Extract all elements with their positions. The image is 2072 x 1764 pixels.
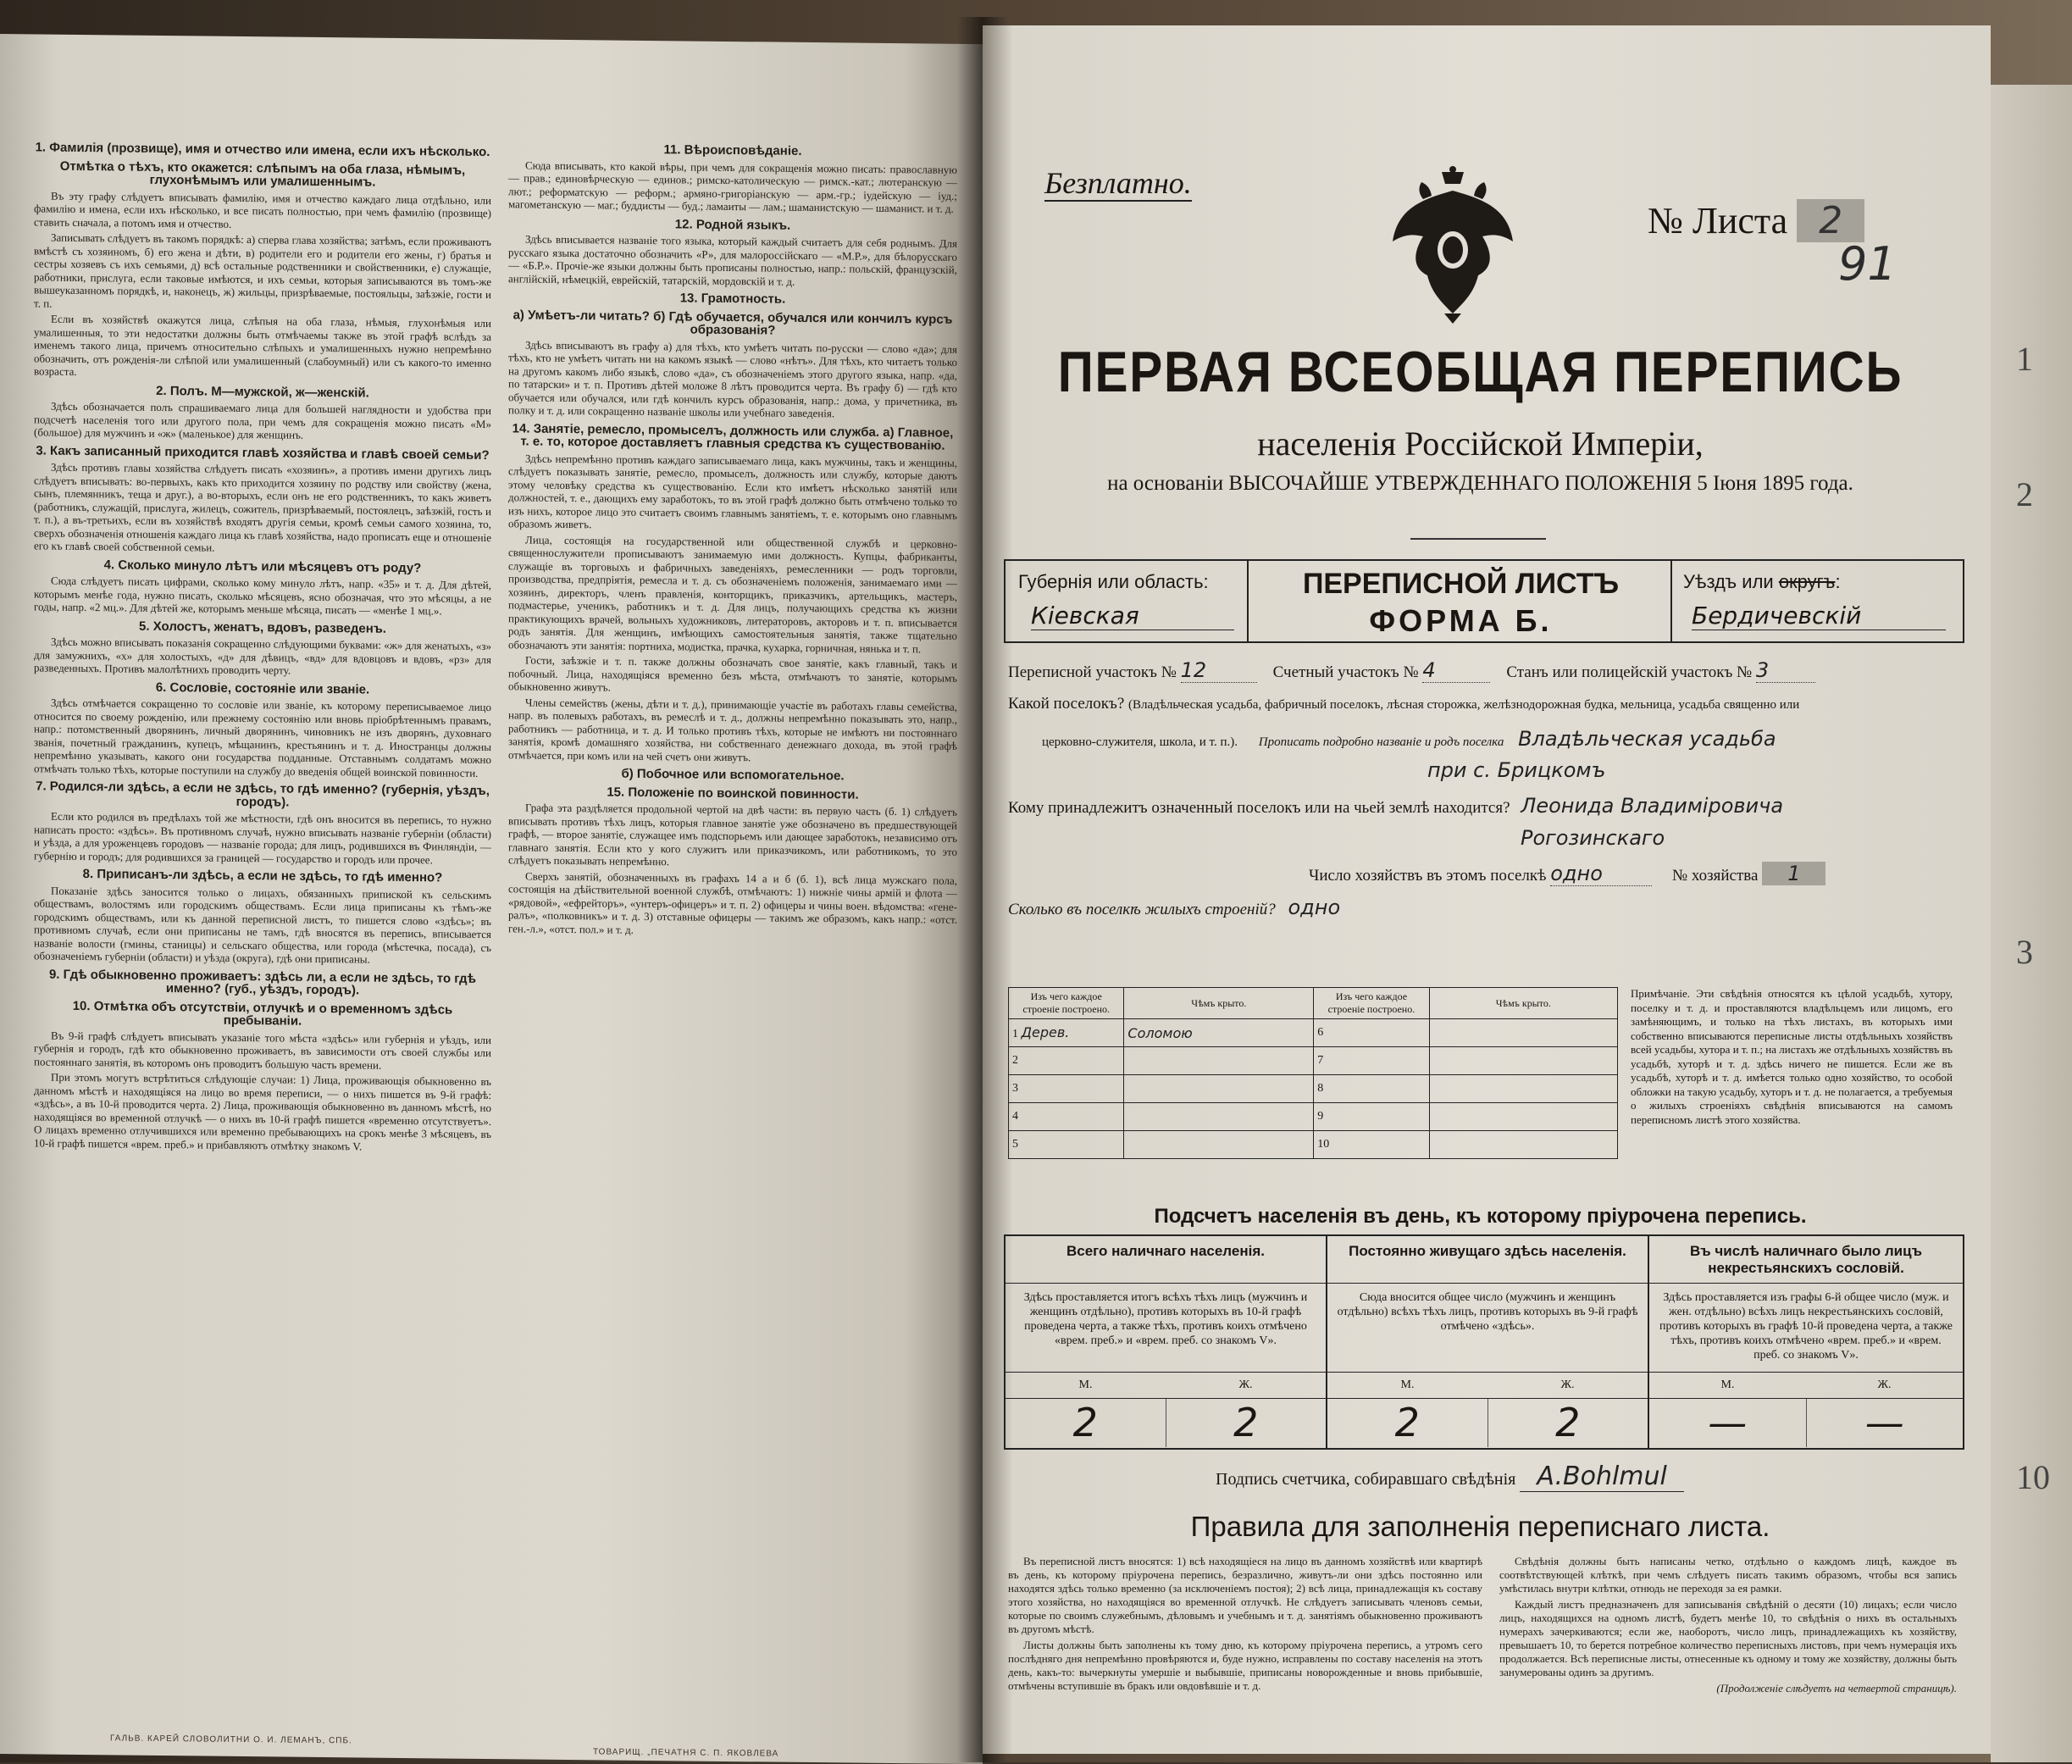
section-heading: 14. Занятіе, ремесло, промыселъ, должность или служба. а) Главное, т. е. то, которое доставляетъ главныя средства къ существованію. xyxy=(512,420,954,453)
owner-value-2: Рогозинскаго xyxy=(1521,826,1665,850)
instruction-paragraph: Здѣсь непремѣнно противъ каждаго записываемаго лица, какъ мужчины, такъ и женщины, слѣдуетъ показывать занятіе, ремесло, промыселъ, должность или службу, которые даютъ этому человѣку средства къ существованію. Если кто имѣетъ нѣсколько занятій или должностей, т. е., дающихъ ему заработокъ, то въ этой графѣ должно быть отмѣчено только то изъ нихъ, которое лицо это считаетъ своимъ главнымъ занятіемъ, т. е. которымъ оно главнымъ образомъ живетъ. xyxy=(508,451,957,531)
counting-district-value: 4 xyxy=(1422,658,1490,683)
count-column-permanent: Постоянно живущаго здѣсь населенія. Сюда вносится общее число (мужчинъ и женщинъ отдѣльно) всѣхъ тѣхъ лицъ, противъ которыхъ въ 9-й графѣ отмѣчено «здѣсь». М. Ж. 2 2 xyxy=(1327,1236,1649,1448)
divider xyxy=(1247,561,1249,641)
owner-row: Кому принадлежитъ означенный поселокъ или на чьей землѣ находится? Леонида Владиміровича xyxy=(1008,794,1784,818)
table-row: 4 9 xyxy=(1009,1103,1618,1131)
owner-value: Леонида Владиміровича xyxy=(1521,794,1784,818)
form-basis: на основаніи ВЫСОЧАЙШЕ УТВЕРЖДЕННАГО ПОЛОЖЕНІЯ 5 Іюня 1895 года. xyxy=(1107,472,1853,495)
permanent-male-count: 2 xyxy=(1327,1399,1488,1447)
buildings-row: Сколько въ поселкѣ жилыхъ строеній? одно xyxy=(1008,896,1341,919)
section-heading: 15. Положеніе по воинской повинности. xyxy=(607,785,859,802)
table-row: 5 10 xyxy=(1009,1131,1618,1159)
section-heading: 13. Грамотность. xyxy=(679,291,786,307)
free-label: Безплатно. xyxy=(1044,166,1192,200)
buildings-value: одно xyxy=(1288,896,1341,919)
non-peasant-male-count: — xyxy=(1649,1399,1807,1447)
enumerator-signature-row: Подпись счетчика, собиравшаго свѣдѣнія A.Bohlmul xyxy=(1216,1462,1684,1491)
settlement-value: Владѣльческая усадьба xyxy=(1518,727,1776,751)
table-row: 3 8 xyxy=(1009,1075,1618,1103)
section-heading: 2. Полъ. М—мужской, ж—женскій. xyxy=(156,383,369,401)
non-peasant-female-count: — xyxy=(1864,1400,1904,1445)
page-mark: 1 xyxy=(2016,340,2033,378)
settlement-row: Какой поселокъ? (Владѣльческая усадьба, фабричный поселокъ, лѣсная сторожка, желѣзнодорожная будка, мельница, усадьба священно или xyxy=(1008,695,1800,713)
section-heading: Отмѣтка о тѣхъ, кто окажется: слѣпымъ на оба глаза, нѣмымъ, глухонѣмымъ или умалишеннымъ. xyxy=(59,158,466,190)
uezd-label: Уѣздъ или округъ: xyxy=(1683,571,1841,592)
instruction-paragraph: Въ эту графу слѣдуетъ вписывать фамилію, имя и отчество каждаго лица отдѣльно, или фамилію и имена, если ихъ нѣсколько, и все писать полностью, при чемъ фамилію (прозвище) ставить сначала, а потомъ имя и отчество. xyxy=(34,189,491,230)
page-mark: 3 xyxy=(2016,933,2033,971)
instruction-paragraph: Здѣсь противъ главы хозяйства слѣдуетъ писать «хозяинъ», а противъ имени другихъ лицъ слѣдуетъ вписывать: во-первыхъ, какъ кто приходится хозяину по родству или свойству (жена, сынъ, племянникъ, теща и друг.), а во-вторыхъ, если онъ не его родственникъ, то какъ живетъ (работникъ, служащій, прислуга, жилецъ, сожитель, призрѣваемый, постоялецъ, заѣзжій, гость и т. п.), а въ-третьихъ, если въ хозяйствѣ входятъ другія семьи, кромѣ семьи самого хозяина, то, сверхъ обозначенія отношенія каждаго лица къ главѣ хозяйства, надо прописать еще и отношеніе его къ главѣ своей собственной семьи. xyxy=(34,460,491,554)
section-heading: 9. Гдѣ обыкновенно проживаетъ: здѣсь ли, а если не здѣсь, то гдѣ именно? (губ., уѣздъ, городъ). xyxy=(48,967,477,998)
present-female-count: 2 xyxy=(1233,1400,1259,1445)
census-sheet-heading: ПЕРЕПИСНОЙ ЛИСТЪ xyxy=(1302,568,1620,600)
census-form xyxy=(987,80,1974,1724)
section-heading: 3. Какъ записанный приходится главѣ хозяйства и главѣ своей семьи? xyxy=(36,442,490,463)
district-row: Переписной участокъ № 12 Счетный участокъ № 4 Станъ или полицейскій участокъ № 3 xyxy=(1008,658,1815,683)
section-heading: а) Умѣетъ-ли читать? б) Гдѣ обучается, обучался или кончилъ курсъ образованія? xyxy=(512,307,953,338)
population-count-title: Подсчетъ населенія въ день, къ которому пріурочена перепись. xyxy=(1154,1205,1807,1228)
table-header: Изъ чего каждое строеніе построено. xyxy=(1314,988,1429,1019)
left-page xyxy=(0,34,983,1764)
instruction-paragraph: Сверхъ занятій, обозначенныхъ въ графахъ 14 а и б (б. 1), всѣ лица мужскаго пола, состоящія на дѣйствительной военной службѣ, отмѣчаютъ: 1) нижніе чины армій и флота — «рядовой», «ефрейторъ», «унтеръ-офицеръ» и т. п. 2) офицеры и чины воен. вѣдомства: «гене-ралъ», «полковникъ» и т. д. 3) отставные офицеры — такимъ же образомъ, какъ напр.: «отст. ген.-л.», «отст. пол.» и т. д. xyxy=(508,868,957,936)
buildings-note: Примѣчаніе. Эти свѣдѣнія относятся къ цѣлой усадьбѣ, хутору, поселку и т. д. и проставляются владѣльцемъ или лицомъ, его замѣняющимъ, и только на тѣхъ листахъ, въ которыхъ ими собственно вписываются переписные листы отдѣльныхъ хозяйствъ всей усадьбы, хутора и т. п.; на листахъ же отдѣльныхъ хозяйствъ въ усадьбѣ, хуторѣ и т. д. здѣсь ничего не пишется. Если же въ усадьбѣ, хуторѣ и т. д. имѣется только одно хозяйство, то особой обложки на такую усадьбу, хуторъ и т. д. не полагается, а требуемыя о жилыхъ строеніяхъ свѣдѣнія вписываются на самомъ переписномъ листѣ этого хозяйства. xyxy=(1631,987,1953,1126)
instruction-paragraph: Здѣсь вписывается названіе того языка, который каждый считаетъ для себя роднымъ. Для русскаго языка достаточно обозначить «Р», для малороссійскаго — «М.Р.», для бѣлорусскаго — «Б.Р.». Прочіе-же языки должны быть прописаны полностью, напр.: польскій, французскій, англійскій, нѣмецкій, еврейскій, татарскій, мордовскій и т. д. xyxy=(508,232,957,288)
instruction-paragraph: Въ 9-й графѣ слѣдуетъ вписывать указаніе того мѣста «здѣсь» или губернія и уѣздъ, или губернія и городъ, гдѣ кто обыкновенно проживаетъ, въ зависимости отъ своей службы или постояннаго занятія, въ которомъ онъ проводитъ большую часть времени. xyxy=(34,1029,491,1072)
section-heading: 6. Сословіе, состояніе или званіе. xyxy=(155,680,370,697)
section-heading: б) Побочное или вспомогательное. xyxy=(621,766,845,784)
rules-title: Правила для заполненія переписнаго листа. xyxy=(1190,1511,1770,1542)
instruction-paragraph: При этомъ могутъ встрѣтиться слѣдующіе случаи: 1) Лица, проживающія обыкновенно въ данномъ мѣстѣ и находящіяся на лицо во время переписи, — о нихъ пишется въ 9-й графѣ: «здѣсь», а въ 10-й проводится черта. 2) Лица, проживающія обыкновенно въ данномъ мѣстѣ, но находящіяся во временной отлучкѣ — о нихъ въ 10-й графѣ пишется «временно отсутствуетъ». О лицахъ временно отлучившихся или временно пребывающихъ на срокъ менѣе 3 мѣсяцевъ, въ 10-й графѣ пишется «врем. преб.» и прибавляютъ отмѣтку знакомъ V. xyxy=(34,1070,491,1152)
instruction-paragraph: Здѣсь можно вписывать показанія сокращенно слѣдующими буквами: «ж» для женатыхъ, «з» для замужнихъ, «х» для холостыхъ, «д» для дѣвицъ, «вд» для вдовцовъ и вдовъ, «рз» для разведенныхъ. Противъ малолѣтнихъ проводить черту. xyxy=(34,635,491,677)
instruction-paragraph: Если кто родился въ предѣлахъ той же мѣстности, гдѣ онъ вносится въ перепись, то нужно написать просто: «здѣсь». Въ противномъ случаѣ, нужно вписывать названіе губерніи (области) и уѣзда, а для уроженцевъ городовъ — названіе города; для лицъ, родившихся въ Финляндіи, — губернію и городъ; для родившихся за границей — государство и городъ или прочее. xyxy=(34,809,491,866)
permanent-female-count: 2 xyxy=(1555,1400,1581,1445)
table-header: Чѣмъ крыто. xyxy=(1429,988,1617,1019)
rules-column-right: Свѣдѣнія должны быть написаны четко, отдѣльно о каждомъ лицѣ, каждое въ соотвѣтствующей клѣткѣ, при чемъ слѣдуетъ писать такимъ образомъ, чтобы вся запись умѣстилась внутри клѣтки, отнюдь не переходя за ея рамки. Каждый листъ предназначенъ для записыванія свѣдѣній о десяти (10) лицахъ; если число лицъ, находящихся на одномъ листѣ, будетъ менѣе 10, то свѣдѣнія о нихъ въ остальныхъ нумерахъ зачеркиваются; если же, наоборотъ, число лицъ, принадлежащихъ къ хозяйству, превышаетъ 10, то берется потребное количество переписныхъ листовъ, при чемъ нумерація ихъ продолжается. Всѣ переписные листы, отнесенные къ одному и тому же хозяйству, должны быть занумерованы одинъ за другимъ. (Продолженіе слѣдуетъ на четвертой страницѣ). xyxy=(1499,1555,1957,1695)
printer-imprint-left: ГАЛЬВ. КАРЕЙ СЛОВОЛИТНИ О. И. ЛЕМАНЪ, СПБ. xyxy=(110,1733,352,1746)
section-heading: 7. Родился-ли здѣсь, а если не здѣсь, то гдѣ именно? (губернія, уѣздъ, городъ). xyxy=(36,779,490,810)
instruction-paragraph: Записывать слѣдуетъ въ такомъ порядкѣ: a) сперва глава хозяйства; затѣмъ, если проживаютъ вмѣстѣ съ хозяиномъ, б) его жена и дѣти, в) родители его и родители его жены, г) братья и сестры хозяевъ съ ихъ семьями, д) всѣ остальные родственники и свойственники, е) служащіе, работники, прислуга, если таковые имѣются, и ихъ семьи, которыя записываются въ томъ-же вышеуказанномъ порядкѣ, и, наконецъ, ж) жильцы, призрѣваемые, постояльцы, заѣзжіе, гости и т. п. xyxy=(34,230,491,310)
section-heading: 5. Холостъ, женатъ, вдовъ, разведенъ. xyxy=(139,619,386,636)
handwritten-archive-number: 91 xyxy=(1838,237,1897,291)
instruction-paragraph: Здѣсь отмѣчается сокращенно то сословіе или званіе, къ которому переписываемое лицо относится по своему рожденію, или прежнему состоянію или вновь пріобрѣтеннымъ правамъ, напр.: потомственный дворянинъ, личный дворянинъ, чиновникъ не изъ дворянъ, духовнаго званія, почетный гражданинъ, купецъ, мѣщанинъ, крестьянинъ и т. д. Иностранцы должны непремѣнно указывать, какого они государства подданные. Отставнымъ солдатамъ можно отмѣчать только тѣхъ, которые поступили на службу до введенія общей воинской повинности. xyxy=(34,696,491,779)
instruction-paragraph: Если въ хозяйствѣ окажутся лица, слѣпыя на оба глаза, нѣмыя, глухонѣмыя или умалишенныя, то эти недостатки должны быть отмѣчаемы также въ этой графѣ вслѣдъ за именемъ такого лица, причемъ относительно слѣпыхъ и умалишенныхъ нужно непремѣнно обозначить, отъ рожденія-ли слѣпой или умалишенный (слабоумный) или съ какого-то именно возраста. xyxy=(34,312,491,378)
instruction-paragraph: Гости, заѣзжіе и т. п. также должны обозначать свое занятіе, какъ главный, такъ и побочный. Лица, находящіяся временно безъ мѣста, отмѣчаютъ то занятіе, которымъ обыкновенно живутъ. xyxy=(508,653,957,694)
police-district-value: 3 xyxy=(1756,658,1815,683)
buildings-table xyxy=(1008,987,1618,1159)
census-district-value: 12 xyxy=(1181,658,1257,683)
left-column-2 xyxy=(508,136,957,1734)
divider xyxy=(1670,561,1672,641)
section-heading: 11. Вѣроисповѣданіе. xyxy=(663,142,802,158)
page-mark: 2 xyxy=(2016,475,2033,513)
population-count-table xyxy=(1004,1234,1964,1450)
table-header: Изъ чего каждое строеніе построено. xyxy=(1009,988,1124,1019)
gubernia-value: Кіевская xyxy=(1031,602,1234,630)
section-heading: 10. Отмѣтка объ отсутствіи, отлучкѣ и о временномъ здѣсь пребываніи. xyxy=(72,998,453,1029)
settlement-row-2: церковно-служителя, школа, и т. п.). Прописать подробно названіе и родъ поселка Владѣльческая усадьба xyxy=(1042,727,1776,751)
rules-column-left: Въ переписной листъ вносятся: 1) всѣ находящіеся на лицо въ данномъ хозяйствѣ или квартирѣ въ день, къ которому пріурочена перепись, безразлично, живутъ-ли они здѣсь постоянно или находятся здѣсь только временно (за исключеніемъ постоя); 2) всѣ лица, принадлежащія къ составу этого хозяйства, но находящіяся во временной отлучкѣ. Не слѣдуетъ записывать членовъ семьи, которые по своимъ служебнымъ, дѣловымъ и учебнымъ и т. д. занятіямъ обыкновенно проживаютъ въ другомъ мѣстѣ. Листы должны быть заполнены къ тому дню, къ которому пріурочена перепись, а утромъ сего послѣдняго дня непремѣнно провѣряются и, буде нужно, исправлены по составу населенія на этотъ день, какъ-то: вычеркнуты умершіе и выбывшіе, приписаны новорожденные и вновь прибывшіе, отмѣчены вступившіе въ бракъ или овдовѣвшіе и т. д. xyxy=(1008,1555,1482,1692)
divider xyxy=(1410,538,1546,540)
page-mark: 10 xyxy=(2016,1458,2050,1496)
instruction-paragraph: Сюда вписывать, кто какой вѣры, при чемъ для сокращенія можно писать: православную — прав.; единовѣрческую — единов.; римско-католическую — римск.-кат.; лютеранскую — лют.; реформатскую — реформ.; армяно-григоріанскую — арм.-гр.; іудейскую — іуд.; магометанскую — маг.; буддисты — буд.; ламаиты — лам.; шаманистскую — шаманист. и т. д. xyxy=(508,158,957,215)
instruction-paragraph: Графа эта раздѣляется продольной чертой на двѣ части: въ первую часть (б. 1) слѣдуетъ вписывать противъ тѣхъ лицъ, которыя главное занятіе уже обозначено въ предшествующей графѣ, — второе занятіе, служащее имъ подспорьемъ или дающее заработокъ, независимо отъ главнаго занятія. Если кто у кого служитъ или приказчикомъ, или работникомъ, то это слѣдуетъ показывать непремѣнно. xyxy=(508,801,957,868)
instruction-paragraph: Здѣсь вписываютъ въ графу а) для тѣхъ, кто умѣетъ читать по-русски — слово «да»; для тѣхъ, кто не умѣетъ читать ни на какомъ языкѣ — слово «нѣтъ». Для тѣхъ, кто читаетъ только на другомъ какомъ либо языкѣ, слово «да», съ обозначеніемъ этого другого языка, напр. «да, по татарски» и т. п. Противъ дѣтей моложе 8 лѣтъ проводится черта. Въ графу б) — гдѣ кто обучается или обучался, или гдѣ кончилъ курсъ образованія, напр.: дома, у причетника, въ полку и т. д. или сокращенно названіе школы или учебнаго заведенія. xyxy=(508,337,957,420)
instruction-paragraph: Показаніе здѣсь заносится только о лицахъ, обязанныхъ припиской къ сельскимъ обществамъ, волостямъ или городскимъ обществамъ. Если лица приписаны къ тѣмъ-же городскимъ обществамъ, или къ данной переписной листъ, то пишется слово «здѣсь»; въ противномъ случаѣ, если они приписаны не тамъ, гдѣ вносятся въ перепись, вписывается названіе волости (гмины, станицы) и сельскаго общества, или города (мѣстечка, посада), съ обозначеніемъ губерніи (области) и уѣзда (округа), гдѣ они приписаны. xyxy=(34,884,491,966)
enumerator-signature: A.Bohlmul xyxy=(1520,1462,1683,1492)
instruction-paragraph: Здѣсь обозначается полъ спрашиваемаго лица для большей наглядности и удобства при подсчетѣ населенія того или другого пола, при чемъ для сокращенія можно писать «М» (большое) для мужчинъ и «ж» (маленькое) для женщинъ. xyxy=(34,399,491,441)
section-heading: 1. Фамилія (прозвище), имя и отчество или имена, если ихъ нѣсколько. xyxy=(35,140,490,160)
count-column-present: Всего наличнаго населенія. Здѣсь проставляется итогъ всѣхъ тѣхъ лицъ (мужчинъ и женщинъ отдѣльно), противъ которыхъ въ 10-й графѣ проведена черта, а также тѣхъ, противъ коихъ отмѣчено «врем. преб.» и «врем. преб. со знакомъ V». М. Ж. 2 2 xyxy=(1006,1236,1327,1448)
next-page-edge xyxy=(1991,85,2072,1762)
households-value: одно xyxy=(1550,862,1652,886)
section-heading: 8. Приписанъ-ли здѣсь, а если не здѣсь, то гдѣ именно? xyxy=(82,867,443,885)
form-b-heading: ФОРМА Б. xyxy=(1369,603,1553,638)
instruction-paragraph: Лица, состоящія на государственной или общественной службѣ и церковно-священнослужители прописываютъ занимаемую ими должность. Купцы, фабриканты, служащіе въ торговыхъ и фабричныхъ заведеніяхъ, ремесленники — родъ торговли, производства, предпріятія, ремесла и т. д. съ обозначеніемъ положенія, занимаемаго ими — хозяинъ, директоръ, членъ правленія, конторщикъ, приказчикъ, артельщикъ, мастеръ, подмастерье, ученикъ, работникъ и т. д. Для лицъ, получающихъ средства къ жизни практикующихъ врачей, вольныхъ художниковъ, литераторовъ, акторовъ и т. п. вписывается родъ занятія. Для женщинъ, имѣющихъ самостоятельныя занятія, также тщательно обозначаютъ эти занятія: портниха, модистка, прачка, кухарка, горничная, нянька и т. п. xyxy=(508,532,957,655)
settlement-row-3 xyxy=(1427,758,1605,782)
count-column-non-peasant: Въ числѣ наличнаго было лицъ некрестьянскихъ сословій. Здѣсь проставляется изъ графы 6-й общее число (муж. и жен. отдѣльно) всѣхъ лицъ некрестьянскихъ сословій, противъ которыхъ въ графѣ 10-й проведена черта, а также тѣхъ, противъ коихъ отмѣчено «врем. преб.» и «врем. преб. со знакомъ V». М. Ж. — — xyxy=(1649,1236,1963,1448)
printer-imprint-right: ТОВАРИЩ. „ПЕЧАТНЯ С. П. ЯКОВЛЕВА xyxy=(593,1747,779,1759)
section-heading: 12. Родной языкъ. xyxy=(674,216,791,233)
double-headed-eagle-emblem xyxy=(1389,165,1516,326)
header-box xyxy=(1004,559,1964,643)
sheet-number: № Листа 2 xyxy=(1648,199,1864,242)
sheet-number-value: 2 xyxy=(1797,199,1864,242)
households-row: Число хозяйствъ въ этомъ поселкѣ одно № хозяйства 1 xyxy=(1309,862,1825,886)
form-title: ПЕРВАЯ ВСЕОБЩАЯ ПЕРЕПИСЬ xyxy=(1057,340,1903,404)
table-row: 1 Дерев. Соломою 6 xyxy=(1009,1019,1618,1047)
form-subtitle: населенія Россійской Имперіи, xyxy=(1257,424,1704,463)
owner-row-2 xyxy=(1521,826,1665,850)
table-header: Чѣмъ крыто. xyxy=(1124,988,1314,1019)
present-male-count: 2 xyxy=(1006,1399,1166,1447)
instruction-paragraph: Члены семействъ (жены, дѣти и т. д.), принимающіе участіе въ работахъ главы семейства, напр. въ полевыхъ работахъ, въ ремеслѣ и т. д., должны непремѣнно показывать это, напр., работникъ — работница, и т. д. И только противъ тѣхъ, которые не имѣютъ ни постояннаго занятія, кромѣ домашняго хозяйства, ни собственнаго денежнаго дохода, въ этой графѣ отмѣчается, при комъ или на чей счетъ они живутъ. xyxy=(508,695,957,763)
settlement-value-2: при с. Брицкомъ xyxy=(1427,758,1606,782)
table-row: 2 7 xyxy=(1009,1047,1618,1075)
instruction-paragraph: Сюда слѣдуетъ писать цифрами, сколько кому минуло лѣтъ, напр. «35» и т. д. Для дѣтей, которымъ менѣе года, нужно писать, сколько мѣсяцевъ, ясно обозначая, что это мѣсяцы, а не годы, напр. «2 мц.». Для дѣтей же, которымъ меньше мѣсяца, писать — «менѣе 1 мц.». xyxy=(34,574,491,618)
section-heading: 4. Сколько минуло лѣтъ или мѣсяцевъ отъ роду? xyxy=(103,557,422,575)
household-number-value: 1 xyxy=(1762,862,1825,885)
left-column-1 xyxy=(34,136,491,1725)
gubernia-label: Губернія или область: xyxy=(1018,571,1209,592)
uezd-value: Бердичевскій xyxy=(1692,602,1946,630)
